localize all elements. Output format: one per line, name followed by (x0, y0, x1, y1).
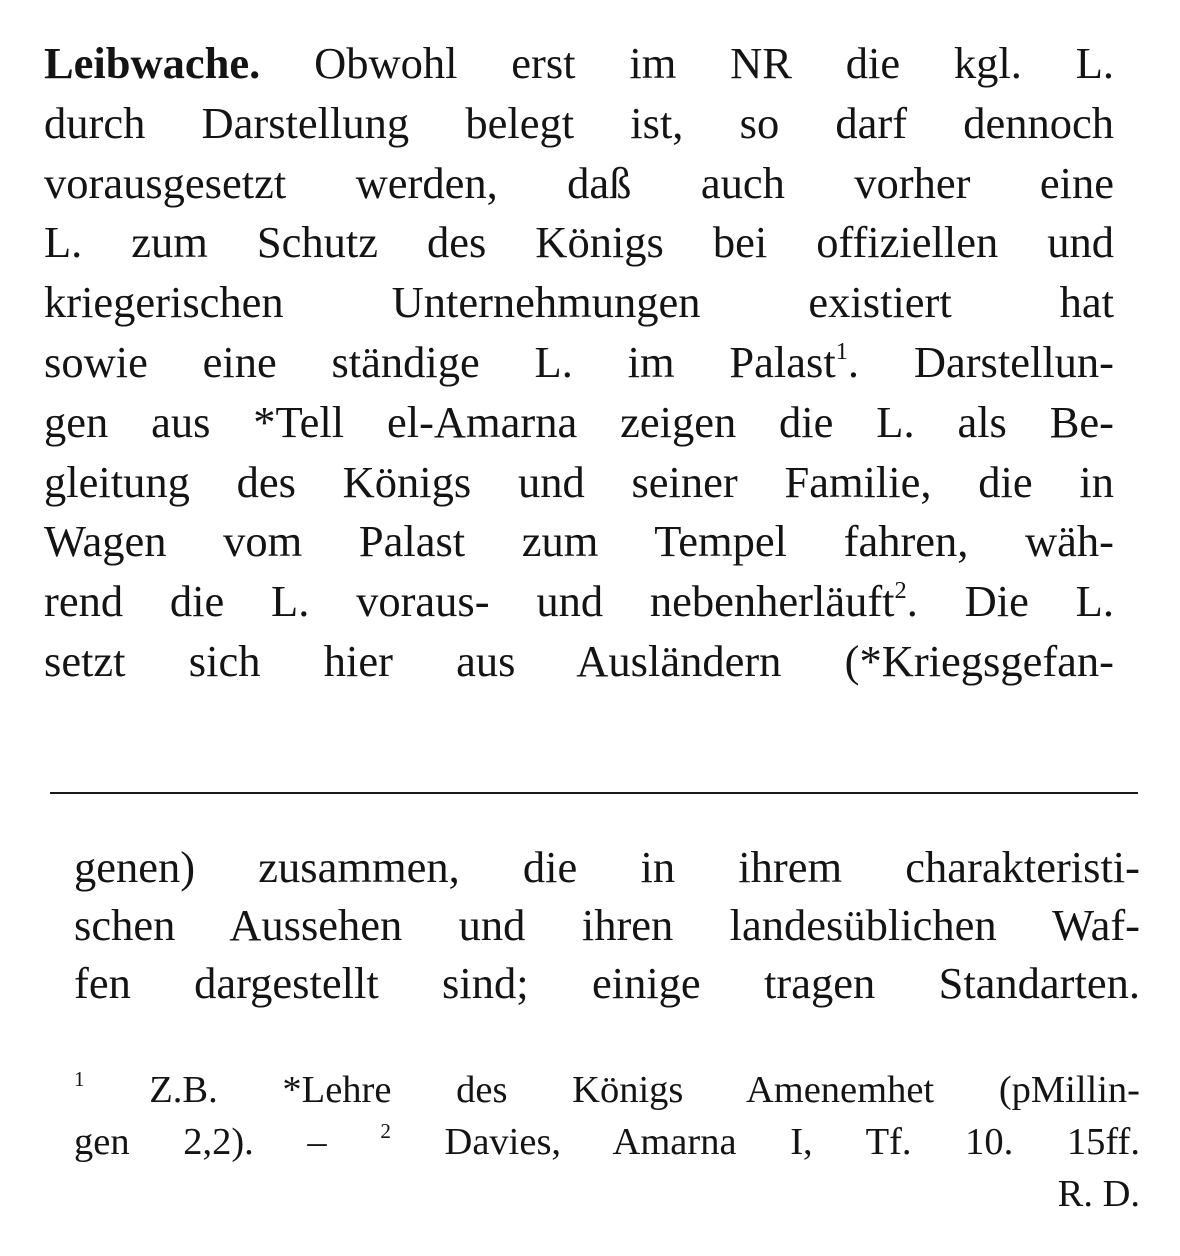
text-line-10 (44, 572, 1114, 632)
text-line-10-b: . Die L. (906, 576, 1114, 627)
text-line-10-a: rend die L. voraus- und nebenherläuft (44, 576, 895, 627)
text-line-5: kriegerischen Unternehmungen existiert hat (44, 277, 1114, 328)
footnote-1-line-1 (74, 1064, 1140, 1116)
text-line-2: durch Darstellung belegt ist, so darf dennoch (44, 97, 1114, 148)
footnote-mark-1: 1 (74, 1067, 85, 1092)
footnote-ref-2: 2 (894, 576, 907, 604)
footnote-mark-2: 2 (380, 1119, 391, 1144)
footnotes (74, 1064, 1140, 1220)
column-divider-rule (50, 792, 1138, 794)
text-line-6-b: . Darstellun- (847, 336, 1115, 387)
text-line-1 (44, 34, 1114, 94)
text-line-3: vorausgesetzt werden, daß auch vorher eine (44, 157, 1114, 208)
text-line-6-a: sowie eine ständige L. im Palast (44, 336, 836, 387)
text-line-4: L. zum Schutz des Königs bei offiziellen und (44, 217, 1114, 268)
footnote-1-line-2 (74, 1116, 1140, 1168)
continuation-line-3: fen dargestellt sind; einige tragen Standarten. (74, 958, 1140, 1008)
footnote-2-text: Davies, Amarna I, Tf. 10. 15ff. (390, 1121, 1140, 1163)
entry-column-top (44, 34, 1114, 692)
text-line-6 (44, 333, 1114, 393)
text-line-11: setzt sich hier aus Ausländern (*Kriegsgefan- (44, 635, 1114, 686)
text-line-7: gen aus *Tell el-Amarna zeigen die L. als Be- (44, 396, 1114, 447)
footnote-ref-1: 1 (835, 337, 848, 365)
footnote-1-text-cont: gen 2,2). – (74, 1121, 381, 1163)
text-line-9: Wagen vom Palast zum Tempel fahren, wäh- (44, 516, 1114, 567)
author-signature: R. D. (1057, 1173, 1140, 1215)
continuation-line-1: genen) zusammen, die in ihrem charakteristi- (74, 842, 1140, 892)
entry-continuation (74, 838, 1140, 1012)
continuation-line-2: schen Aussehen und ihren landesüblichen Waf- (74, 900, 1140, 950)
footnote-1-text: Z.B. *Lehre des Königs Amenemhet (pMillin- (84, 1069, 1140, 1111)
lemma-heading: Leibwache. (44, 38, 261, 88)
text-line-1-rest: Obwohl erst im NR die kgl. L. (260, 38, 1114, 88)
text-line-8: gleitung des Königs und seiner Familie, die in (44, 456, 1114, 507)
